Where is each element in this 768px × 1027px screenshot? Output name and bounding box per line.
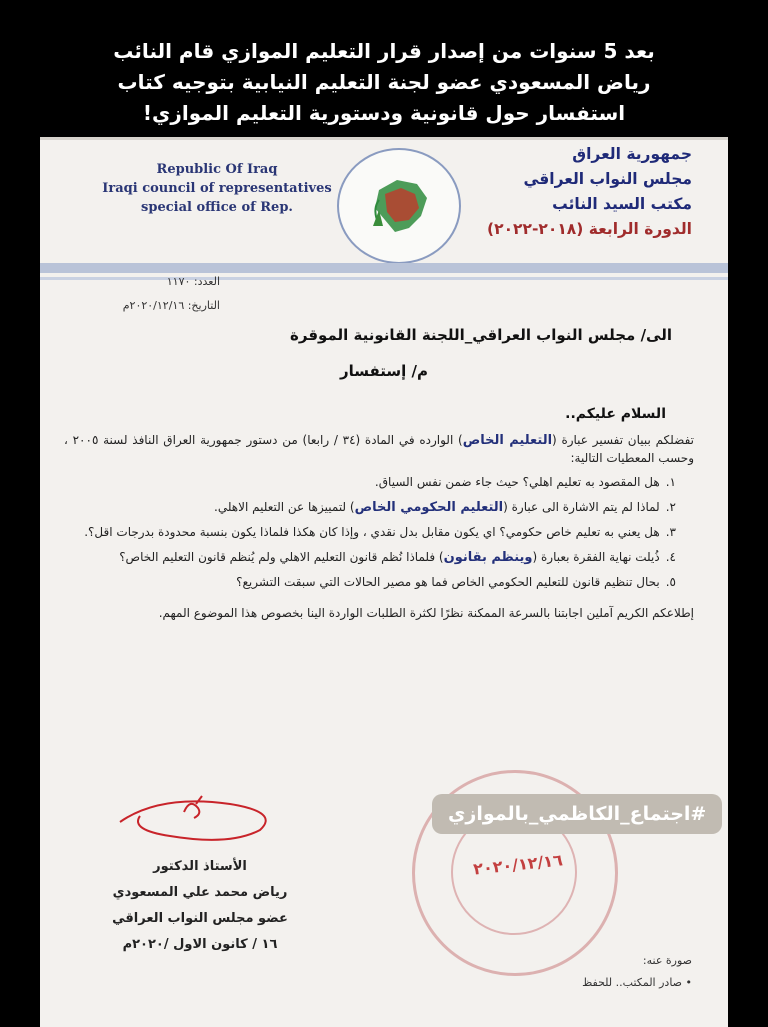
stamp-date: ٢٠٢٠/١٢/١٦ xyxy=(472,850,564,879)
closing-paragraph: إطلاعكم الكريم آملين اجابتنا بالسرعة الممكنة نظرًا لكثرة الطلبات الواردة الينا بخصوص هذا الموضوع المهم. xyxy=(158,605,694,620)
parliament-seal-logo xyxy=(337,148,461,264)
ar-council: مجلس النواب العراقي xyxy=(523,170,692,188)
document-date: التاريخ: ٢٠٢٠/١٢/١٦م xyxy=(122,299,220,312)
letterhead-arabic xyxy=(472,142,692,242)
hashtag-badge: #اجتماع_الكاظمي_بالموازي xyxy=(432,794,722,834)
headline-line-1: بعد 5 سنوات من إصدار قرار التعليم الموازي قام النائب xyxy=(113,39,655,63)
signer-name: رياض محمد علي المسعودي xyxy=(112,885,288,900)
document-meta xyxy=(60,270,220,318)
signature-block xyxy=(80,786,320,958)
item-text: بحال تنظيم قانون للتعليم الحكومي الخاص فما هو مصير الحالات التي سبقت التشريع؟ xyxy=(236,575,660,589)
questions-list xyxy=(64,474,694,591)
intro-b: ) الوارده في المادة (٣٤ / رابعا) من دستور جمهورية العراق النافذ لسنة ٢٠٠٥ ، وحسب المعطيات التالية: xyxy=(64,433,694,465)
letter-document xyxy=(40,137,728,1027)
highlight-term: التعليم الحكومي الخاص xyxy=(354,499,504,515)
intro-a: تفضلكم ببيان تفسير عبارة ( xyxy=(552,433,694,447)
en-council: Iraqi council of representatives xyxy=(102,181,332,196)
subject: م/ إستفسار xyxy=(339,362,428,380)
item-text: هل يعني به تعليم خاص حكومي؟ اي يكون مقابل بدل نقدي ، وإذا كان هكذا فلماذا يكون بنسبة محدودة بدرجات اقل؟. xyxy=(84,525,660,539)
item-number: ١. xyxy=(665,475,676,489)
item-text: ذُيلت نهاية الفقرة بعبارة ( xyxy=(532,549,660,564)
copy-to xyxy=(582,950,692,994)
item-text: ) فلماذا نُظم قانون التعليم الاهلي ولم يُنظم قانون التعليم الخاص؟ xyxy=(119,549,444,564)
ar-office: مكتب السيد النائب xyxy=(552,195,692,213)
highlight-term: وينظم بقانون xyxy=(443,549,533,565)
list-item xyxy=(64,549,676,567)
headline-line-3: استفسار حول قانونية ودستورية التعليم الموازي! xyxy=(142,101,626,125)
en-office: special office of Rep. xyxy=(141,200,293,215)
iraq-map-icon xyxy=(339,150,459,262)
recipient: الى/ مجلس النواب العراقي_اللجنة القانونية الموقرة xyxy=(290,326,672,344)
ar-session: الدورة الرابعة (٢٠١٨-٢٠٢٢) xyxy=(487,220,692,238)
item-number: ٤. xyxy=(665,549,676,564)
en-republic: Republic Of Iraq xyxy=(156,162,278,177)
highlight-term: التعليم الخاص xyxy=(462,433,553,448)
letterhead-english xyxy=(92,160,342,217)
cc-label: صورة عنه: xyxy=(642,954,692,967)
item-text: هل المقصود به تعليم اهلي؟ حيث جاء ضمن نفس السياق. xyxy=(374,475,660,489)
cc-item: • صادر المكتب.. للحفظ xyxy=(582,976,692,989)
item-text: لماذا لم يتم الاشارة الى عبارة ( xyxy=(503,499,660,514)
document-number: العدد: ١١٧٠ xyxy=(166,275,220,288)
item-number: ٥. xyxy=(665,575,676,589)
greeting: السلام عليكم.. xyxy=(565,406,666,422)
ar-republic: جمهورية العراق xyxy=(572,145,692,163)
signer-details xyxy=(80,854,320,958)
signer-title: الأستاذ الدكتور xyxy=(153,859,247,874)
signature-scribble-icon xyxy=(100,786,300,850)
headline xyxy=(40,36,728,129)
list-item xyxy=(64,474,676,491)
item-number: ٣. xyxy=(665,525,676,539)
item-number: ٢. xyxy=(665,499,676,514)
list-item xyxy=(64,524,676,541)
list-item xyxy=(64,574,676,591)
signature-date: ١٦ / كانون الاول /٢٠٢٠م xyxy=(122,937,278,952)
item-text: ) لتمييزها عن التعليم الاهلي. xyxy=(214,499,355,514)
intro-paragraph xyxy=(64,432,694,466)
list-item xyxy=(64,499,676,517)
letter-body xyxy=(64,432,694,629)
headline-line-2: رياض المسعودي عضو لجنة التعليم النيابية بتوجيه كتاب xyxy=(117,70,651,94)
signer-role: عضو مجلس النواب العراقي xyxy=(112,911,288,926)
